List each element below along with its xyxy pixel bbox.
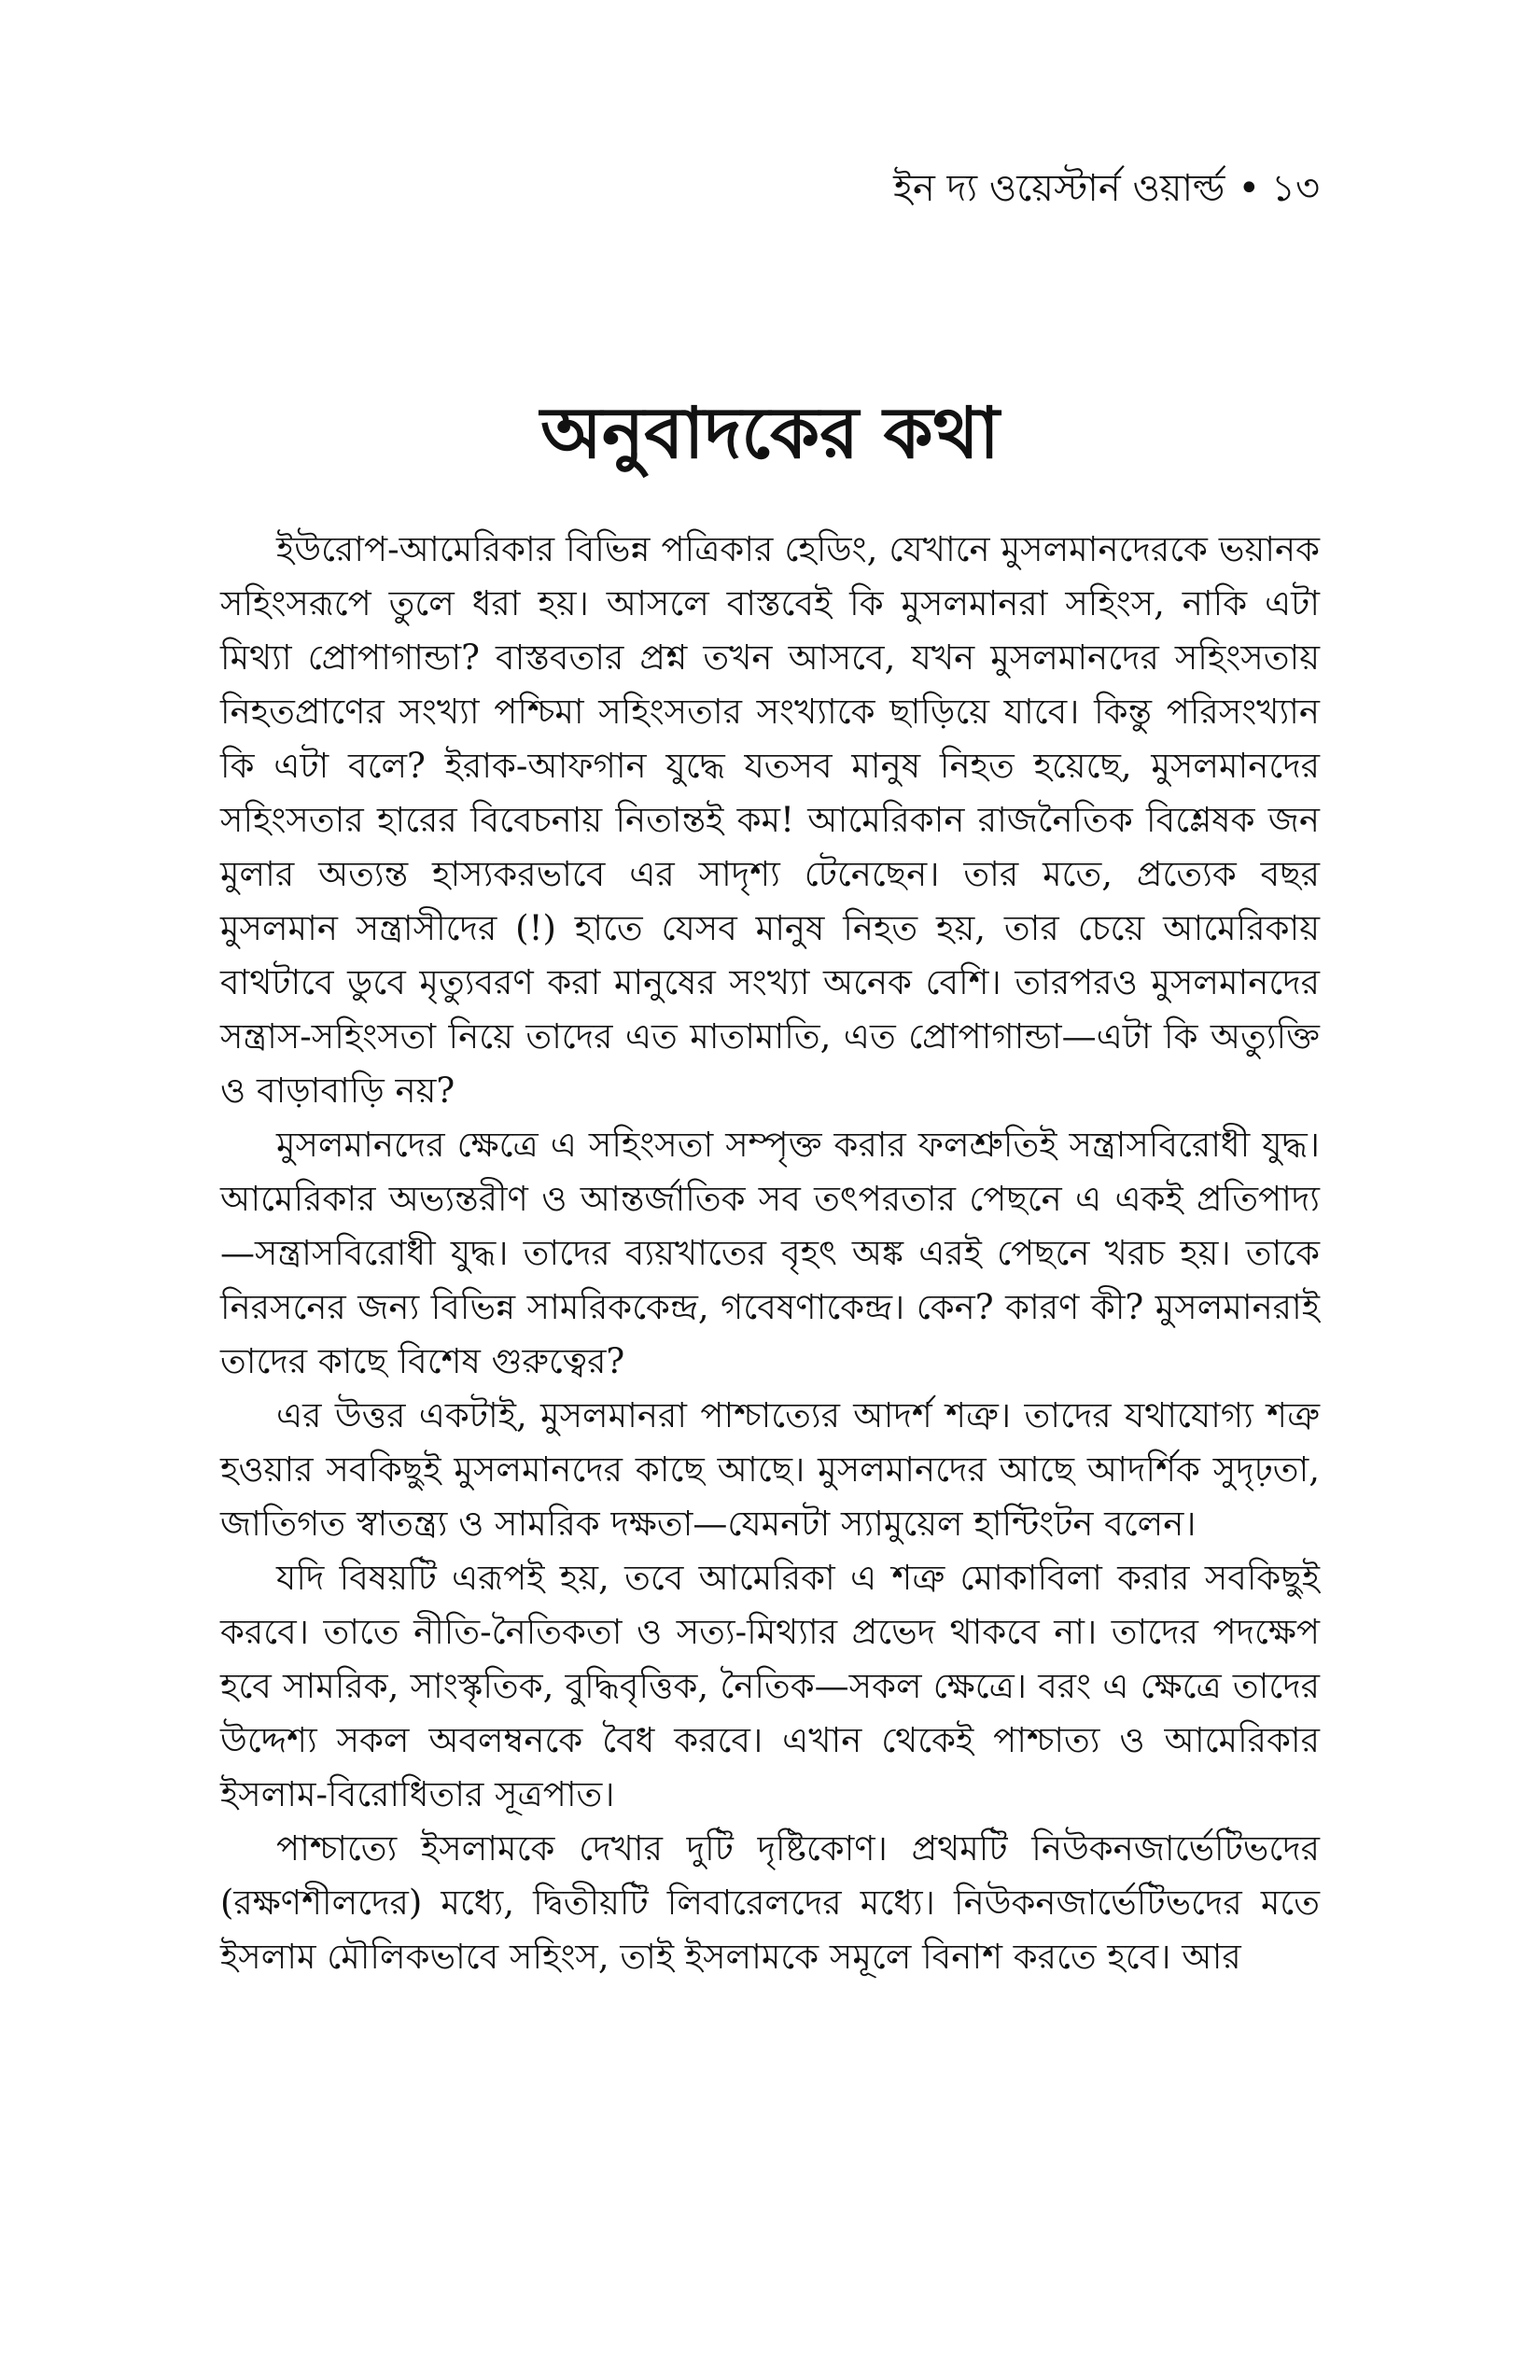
body-text: [220, 523, 1320, 1984]
page-number: ১৩: [1271, 167, 1320, 210]
running-header-separator: •: [1238, 167, 1261, 210]
paragraph: যদি বিষয়টি এরূপই হয়, তবে আমেরিকা এ শত্রু মোকাবিলা করার সবকিছুই করবে। তাতে নীতি-নৈতিকতা ও সত্য-মিথ্যার প্রভেদ থাকবে না। তাদের পদক্ষেপ হবে সামরিক, সাংস্কৃতিক, বুদ্ধিবৃত্তিক, নৈতিক—সকল ক্ষেত্রে। বরং এ ক্ষেত্রে তাদের উদ্দেশ্য সকল অবলম্বনকে বৈধ করবে। এখান থেকেই পাশ্চাত্য ও আমেরিকার ইসলাম-বিরোধিতার সূত্রপাত।: [220, 1558, 1320, 1814]
running-header-title: ইন দ্য ওয়েস্টার্ন ওয়ার্ল্ড: [893, 167, 1225, 210]
running-header: [893, 166, 1320, 211]
paragraph: এর উত্তর একটাই, মুসলমানরা পাশ্চাত্যের আদর্শ শত্রু। তাদের যথাযোগ্য শত্রু হওয়ার সবকিছুই মুসলমানদের কাছে আছে। মুসলমানদের আছে আদর্শিক সুদৃঢ়তা, জাতিগত স্বাতন্ত্র্য ও সামরিক দক্ষতা—যেমনটা স্যামুয়েল হান্টিংটন বলেন।: [220, 1395, 1320, 1544]
paragraph: মুসলমানদের ক্ষেত্রে এ সহিংসতা সম্পৃক্ত করার ফলশ্রুতিই সন্ত্রাসবিরোধী যুদ্ধ। আমেরিকার অভ্যন্তরীণ ও আন্তর্জাতিক সব তৎপরতার পেছনে এ একই প্রতিপাদ্য—সন্ত্রাসবিরোধী যুদ্ধ। তাদের ব্যয়খাতের বৃহৎ অঙ্ক এরই পেছনে খরচ হয়। তাকে নিরসনের জন্য বিভিন্ন সামরিককেন্দ্র, গবেষণাকেন্দ্র। কেন? কারণ কী? মুসলমানরাই তাদের কাছে বিশেষ গুরুত্বের?: [220, 1125, 1320, 1381]
chapter-title: অনুবাদকের কথা: [540, 391, 1000, 474]
paragraph: ইউরোপ-আমেরিকার বিভিন্ন পত্রিকার হেডিং, যেখানে মুসলমানদেরকে ভয়ানক সহিংসরূপে তুলে ধরা হয়। আসলে বাস্তবেই কি মুসলমানরা সহিংস, নাকি এটা মিথ্যা প্রোপাগান্ডা? বাস্তবতার প্রশ্ন তখন আসবে, যখন মুসলমানদের সহিংসতায় নিহতপ্রাণের সংখ্যা পশ্চিমা সহিংসতার সংখ্যাকে ছাড়িয়ে যাবে। কিন্তু পরিসংখ্যান কি এটা বলে? ইরাক-আফগান যুদ্ধে যতসব মানুষ নিহত হয়েছে, মুসলমানদের সহিংসতার হারের বিবেচনায় নিতান্তই কম! আমেরিকান রাজনৈতিক বিশ্লেষক জন মুলার অত্যন্ত হাস্যকরভাবে এর সাদৃশ্য টেনেছেন। তার মতে, প্রত্যেক বছর মুসলমান সন্ত্রাসীদের (!) হাতে যেসব মানুষ নিহত হয়, তার চেয়ে আমেরিকায় বাথটাবে ডুবে মৃত্যুবরণ করা মানুষের সংখ্যা অনেক বেশি। তারপরও মুসলমানদের সন্ত্রাস-সহিংসতা নিয়ে তাদের এত মাতামাতি, এত প্রোপাগান্ডা—এটা কি অত্যুক্তি ও বাড়াবাড়ি নয়?: [220, 529, 1320, 1111]
paragraph: পাশ্চাত্যে ইসলামকে দেখার দুটি দৃষ্টিকোণ। প্রথমটি নিউকনজার্ভেটিভদের (রক্ষণশীলদের) মধ্যে, দ্বিতীয়টি লিবারেলদের মধ্যে। নিউকনজার্ভেটিভদের মতে ইসলাম মৌলিকভাবে সহিংস, তাই ইসলামকে সমূলে বিনাশ করতে হবে। আর: [220, 1828, 1320, 1977]
